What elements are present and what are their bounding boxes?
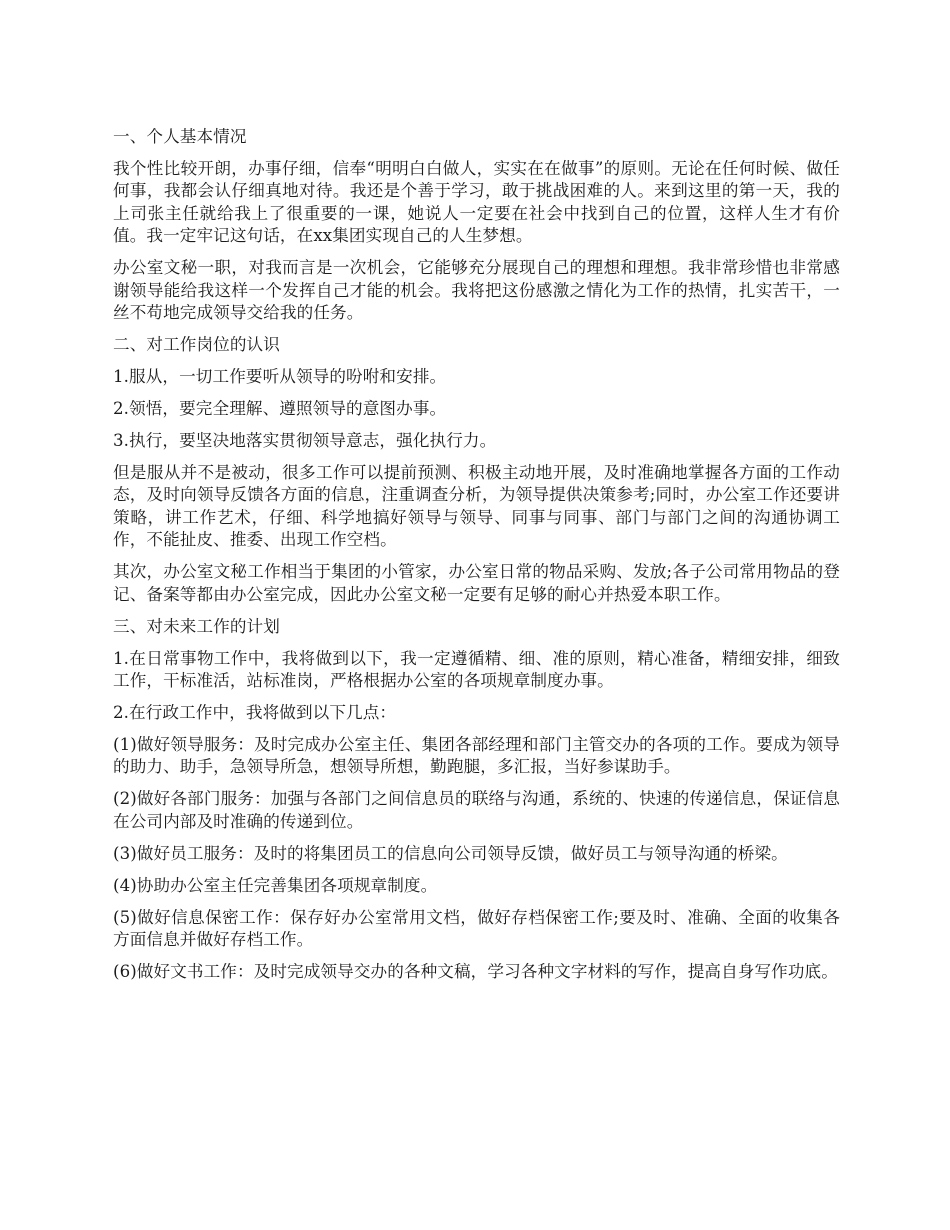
paragraph: 办公室文秘一职，对我而言是一次机会，它能够充分展现自己的理想和理想。我非常珍惜也非常感谢领导能给我这样一个发挥自己才能的机会。我将把这份感激之情化为工作的热情，扎实苦干，一丝不苟地完成领导交给我的任务。 [113, 258, 840, 323]
document-body [113, 126, 840, 984]
section-heading-future-plan: 三、对未来工作的计划 [113, 616, 280, 636]
list-item: 1.服从，一切工作要听从领导的吩咐和安排。 [113, 367, 447, 387]
sub-list-item: (4)协助办公室主任完善集团各项规章制度。 [113, 875, 438, 895]
sub-list-item: (3)做好员工服务：及时的将集团员工的信息向公司领导反馈，做好员工与领导沟通的桥梁。 [113, 843, 788, 863]
list-item: 1.在日常事物工作中，我将做到以下，我一定遵循精、细、准的原则，精心准备，精细安排，细致工作，干标准活，站标准岗，严格根据办公室的各项规章制度办事。 [113, 648, 840, 691]
sub-list-item: (1)做好领导服务：及时完成办公室主任、集团各部经理和部门主管交办的各项的工作。要成为领导的助力、助手，急领导所急，想领导所想，勤跑腿，多汇报，当好参谋助手。 [113, 735, 840, 777]
sub-list-item: (5)做好信息保密工作：保存好办公室常用文档，做好存档保密工作;要及时、准确、全面的收集各方面信息并做好存档工作。 [113, 907, 840, 950]
sub-list-item: (2)做好各部门服务：加强与各部门之间信息员的联络与沟通，系统的、快速的传递信息，保证信息在公司内部及时准确的传递到位。 [113, 789, 840, 831]
list-item: 2.领悟，要完全理解、遵照领导的意图办事。 [113, 399, 447, 419]
sub-list-item: (6)做好文书工作：及时完成领导交办的各种文稿，学习各种文字材料的写作，提高自身写作功底。 [113, 962, 838, 982]
paragraph: 我个性比较开朗，办事仔细，信奉“明明白白做人，实实在在做事”的原则。无论在任何时候、做任何事，我都会认仔细真地对待。我还是个善于学习，敢于挑战困难的人。来到这里的第一天，我的上司张主任就给我上了很重要的一课，她说人一定要在社会中找到自己的位置，这样人生才有价值。我一定牢记这句话，在xx集团实现自己的人生梦想。 [113, 159, 840, 246]
section-heading-job-understanding: 二、对工作岗位的认识 [113, 335, 280, 355]
paragraph: 其次，办公室文秘工作相当于集团的小管家，办公室日常的物品采购、发放;各子公司常用物品的登记、备案等都由办公室完成，因此办公室文秘一定要有足够的耐心并热爱本职工作。 [113, 562, 840, 604]
list-item: 2.在行政工作中，我将做到以下几点： [113, 703, 397, 723]
paragraph: 但是服从并不是被动，很多工作可以提前预测、积极主动地开展，及时准确地掌握各方面的工作动态，及时向领导反馈各方面的信息，注重调查分析，为领导提供决策参考;同时，办公室工作还要讲策略，讲工作艺术，仔细、科学地搞好领导与领导、同事与同事、部门与部门之间的沟通协调工作，不能扯皮、推委、出现工作空档。 [113, 463, 840, 550]
section-heading-personal-info: 一、个人基本情况 [113, 127, 247, 146]
list-item: 3.执行，要坚决地落实贯彻领导意志，强化执行力。 [113, 431, 497, 451]
